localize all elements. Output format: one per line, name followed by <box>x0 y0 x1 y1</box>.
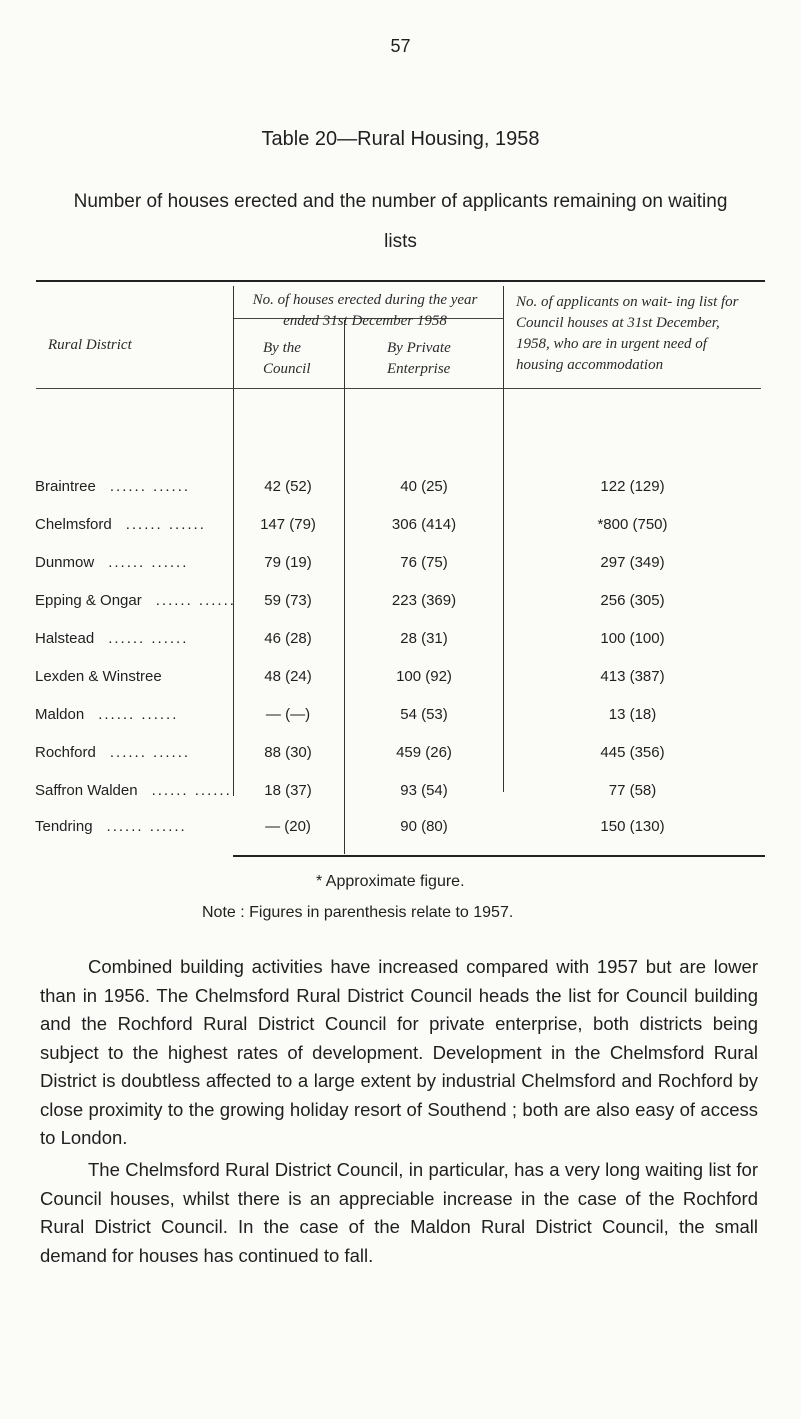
district-name: Braintree <box>35 478 96 495</box>
council-houses: 18 (37) <box>264 782 312 799</box>
private-houses: 306 (414) <box>391 516 457 533</box>
council-houses: 48 (24) <box>264 668 312 685</box>
district-name: Dunmow <box>35 554 95 571</box>
waiting-list-count: 445 (356) <box>600 744 665 761</box>
private-houses: 28 (31) <box>400 630 448 647</box>
private-houses: 93 (54) <box>400 782 448 799</box>
table-row <box>0 554 801 578</box>
district-name: Chelmsford <box>35 516 112 533</box>
header-rural-district: Rural District <box>48 336 132 353</box>
leader-dots: ...... ...... <box>155 592 236 609</box>
waiting-list-count: 100 (100) <box>600 630 665 647</box>
table-row <box>0 668 801 692</box>
waiting-list-count: 150 (130) <box>600 818 665 835</box>
private-houses: 76 (75) <box>400 554 448 571</box>
waiting-list-count: 297 (349) <box>600 554 665 571</box>
council-houses: 147 (79) <box>260 516 316 533</box>
page-number: 57 <box>390 36 411 56</box>
header-by-council: By the Council <box>263 340 311 377</box>
table-note: Note : Figures in parenthesis relate to 1957. <box>202 904 514 921</box>
council-houses: 79 (19) <box>264 554 312 571</box>
district-name: Epping & Ongar <box>35 592 142 609</box>
leader-dots: ...... ...... <box>109 478 191 495</box>
leader-dots: ...... ...... <box>125 516 206 533</box>
table-row <box>0 706 801 730</box>
private-houses: 54 (53) <box>400 706 448 723</box>
waiting-list-count: 413 (387) <box>600 668 665 685</box>
private-houses: 40 (25) <box>400 478 448 495</box>
table-top-rule <box>36 280 765 282</box>
waiting-list-count: 13 (18) <box>608 706 657 723</box>
table-row <box>0 516 801 540</box>
leader-dots: ...... ...... <box>108 630 189 647</box>
waiting-list-count: 122 (129) <box>600 478 665 495</box>
district-name: Maldon <box>35 706 85 723</box>
leader-dots: ...... ...... <box>108 554 189 571</box>
waiting-list-count: 77 (58) <box>608 782 657 799</box>
private-houses: 90 (80) <box>400 818 448 835</box>
district-name: Lexden & Winstree <box>35 668 162 685</box>
body-paragraph: The Chelmsford Rural District Council, in particular, has a very long waiting list for Council houses, whilst there is an appreciable increase in the case of the Rochford Rural District Council. In the case of the Maldon Rural District Council, the small demand for houses has continued to fall. <box>40 1159 758 1266</box>
header-houses-erected: No. of houses erected during the year ended 31st December 1958 <box>252 292 478 329</box>
footnote: * Approximate figure. <box>316 873 465 890</box>
table-title: Table 20—Rural Housing, 1958 <box>261 128 540 150</box>
table-subtitle: Number of houses erected and the number of applicants remaining on waiting lists <box>73 191 728 252</box>
table-row <box>0 592 801 616</box>
district-name: Saffron Walden <box>35 782 138 799</box>
leader-dots: ...... ...... <box>98 706 179 723</box>
council-houses: — (20) <box>265 818 311 835</box>
council-houses: 88 (30) <box>264 744 312 761</box>
leader-dots: ...... ...... <box>109 744 191 761</box>
waiting-list-count: *800 (750) <box>597 516 668 533</box>
table-row <box>0 744 801 768</box>
leader-dots: ...... ...... <box>151 782 232 799</box>
table-row <box>0 630 801 654</box>
leader-dots: ...... ...... <box>106 818 187 835</box>
waiting-list-count: 256 (305) <box>600 592 665 609</box>
council-houses: — (—) <box>265 706 311 723</box>
private-houses: 100 (92) <box>396 668 452 685</box>
district-name: Rochford <box>35 744 96 761</box>
council-houses: 59 (73) <box>264 592 312 609</box>
private-houses: 223 (369) <box>391 592 457 609</box>
header-applicants: No. of applicants on wait- ing list for Council houses at 31st December, 1958, who are in urgent need of housing accommodation <box>516 294 739 373</box>
table-bottom-rule <box>233 855 765 857</box>
table-row <box>0 478 801 502</box>
column-divider-2 <box>344 320 345 854</box>
district-name: Halstead <box>35 630 95 647</box>
district-name: Tendring <box>35 818 93 835</box>
private-houses: 459 (26) <box>396 744 452 761</box>
header-by-private: By Private Enterprise <box>387 340 451 377</box>
table-row <box>0 818 801 842</box>
council-houses: 42 (52) <box>264 478 312 495</box>
body-paragraph: Combined building activities have increased compared with 1957 but are lower than in 1956. The Chelmsford Rural District Council heads the list for Council building and the Rochford Rural District Council for private enterprise, both districts being subject to the highest rates of development. Development in the Chelmsford Rural District is doubtless affected to a large extent by industrial Chelmsford and Rochford by close proximity to the growing holiday resort of Southend ; both are also easy of access to London. <box>40 956 758 1148</box>
council-houses: 46 (28) <box>264 630 312 647</box>
table-row <box>0 782 801 806</box>
